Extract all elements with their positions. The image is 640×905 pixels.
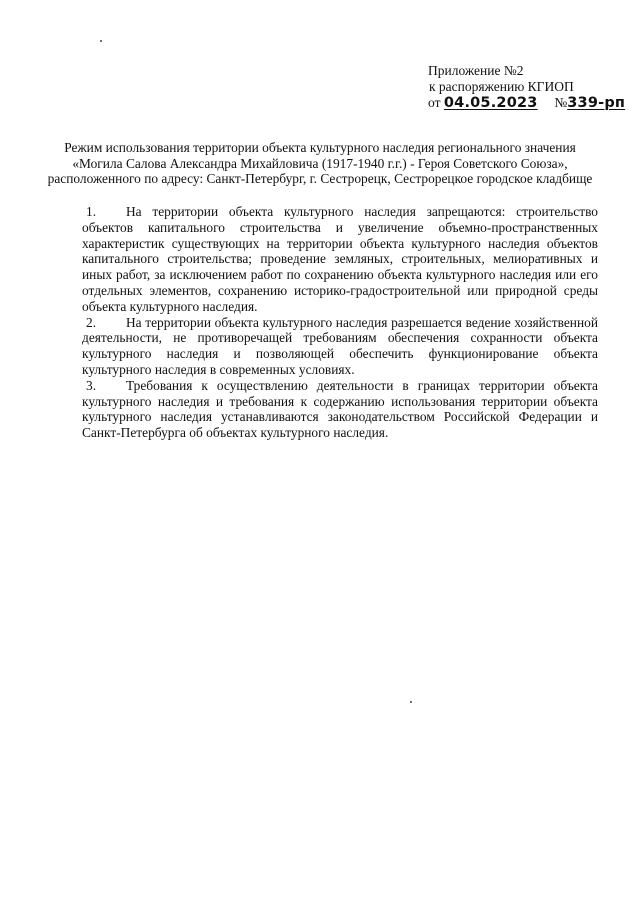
paragraph-text: На территории объекта культурного наследия разрешается ведение хозяйственной деятельности, не противоречащей требованиям обеспечения сохранности объекта культурного наследия и позволяющей обеспечить функционирование объекта культурного наследия в современных условиях. xyxy=(82,314,598,377)
paragraph-3 xyxy=(82,378,598,441)
paragraph-number: 1. xyxy=(86,204,97,219)
document-body xyxy=(82,204,598,441)
scan-speck xyxy=(100,40,102,42)
paragraph-text: На территории объекта культурного наследия запрещаются: строительство объектов капитального строительства и увеличение объемно-пространственных характеристик существующих на территории объекта культурного наследия объектов капитального строительства; проведение земляных, строительных, мелиоративных и иных работ, за исключением работ по сохранению объекта культурного наследия или его отдельных элементов, сохранению историко-градостроительной или природной среды объекта культурного наследия. xyxy=(82,204,598,314)
paragraph-number: 3. xyxy=(86,377,97,393)
title-line-1: Режим использования территории объекта культурного наследия регионального значения xyxy=(64,140,576,155)
date-prefix: от xyxy=(428,95,441,110)
order-date-line xyxy=(428,95,628,111)
appendix-number: Приложение №2 xyxy=(428,63,524,78)
scan-speck xyxy=(410,701,412,703)
paragraph-number: 2. xyxy=(86,314,97,330)
paragraph-2 xyxy=(82,315,598,378)
order-reference: к распоряжению КГИОП xyxy=(429,79,574,94)
title-line-3: расположенного по адресу: Санкт-Петербург, г. Сестрорецк, Сестрорецкое городское кладбище xyxy=(47,171,593,186)
number-label: № xyxy=(554,95,568,110)
paragraph-text: Требования к осуществлению деятельности в границах территории объекта культурного наследия и требования к содержанию использования территории объекта культурного наследия устанавливаются законодательством Российской Федерации и Санкт-Петербурга об объектах культурного наследия. xyxy=(82,377,598,441)
paragraph-1 xyxy=(82,204,598,315)
title-line-2: «Могила Салова Александра Михайловича (1917-1940 г.г.) - Героя Советского Союза», xyxy=(72,155,568,171)
appendix-header xyxy=(428,63,628,111)
handwritten-date: 04.05.2023 xyxy=(443,95,538,111)
handwritten-order-number: 339-рп xyxy=(567,95,626,111)
document-title xyxy=(40,140,600,187)
